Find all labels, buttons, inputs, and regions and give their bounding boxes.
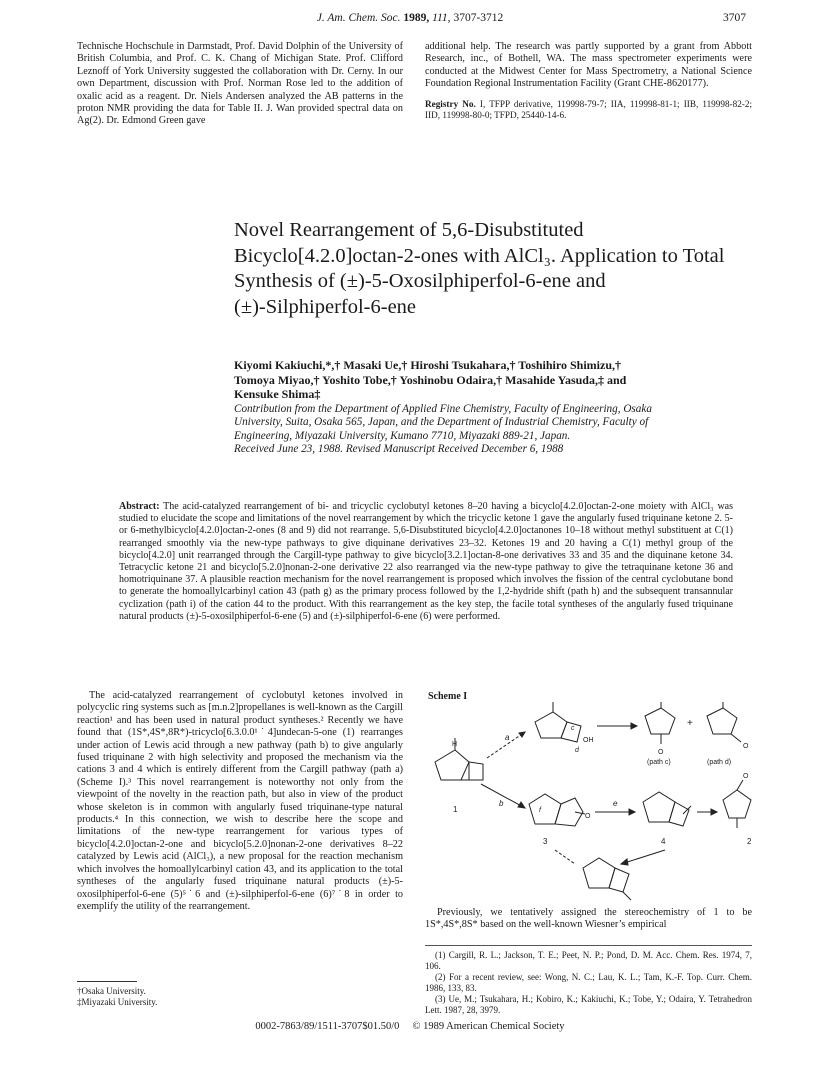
journal-year: 1989, (403, 12, 430, 24)
cation-4-structure (643, 792, 691, 826)
title-line: Bicyclo[4.2.0]octan-2-ones with AlCl₃. Application to Total (234, 244, 725, 267)
label-d: d (575, 747, 579, 754)
running-header (0, 12, 820, 24)
product-2-structure (723, 780, 751, 828)
label-f: f (539, 807, 541, 814)
label-o-3: O (585, 813, 591, 820)
affiliation-line: Engineering, Miyazaki University, Kumano 7710, Miyazaki 889-21, Japan. (234, 429, 571, 442)
journal-volume: 111, (432, 12, 451, 24)
references-divider (425, 945, 752, 946)
path-c-product-structure (645, 702, 675, 744)
compound-1-structure (435, 738, 483, 780)
registry-numbers (425, 99, 752, 122)
copyright: © 1989 American Chemical Society (412, 1021, 565, 1032)
reference-item: (1) Cargill, R. L.; Jackson, T. E.; Peet, N. P.; Pond, D. M. Acc. Chem. Res. 1974, 7, 106. (425, 950, 752, 971)
reference-item: (2) For a recent review, see: Wong, N. C.; Lau, K. L.; Tam, K.-F. Top. Curr. Chem. 1986, 133, 83. (425, 972, 752, 993)
label-e: e (613, 799, 618, 808)
affiliation (234, 403, 774, 456)
cargill-cation-structure (535, 702, 581, 742)
acknowledgment-right (425, 41, 752, 121)
introduction-paragraph: The acid-catalyzed rearrangement of cyclobutyl ketones involved in polycyclic ring systems such as [m.n.2]propellanes is well-known as the Cargill reaction¹ and has been used in natural product syntheses.² Recently we have found that (1S*,4S*,8R*)-tricyclo[6.3.0.0¹˙4]undecan-5-one (1) rearranges under action of Lewis acid through a new pathway (path b) to give angularly fused triquinane 2 with high selectivity and proposed the mechanism via the cations 3 and 4 which is entirely different from the Cargill pathway (path a) (Scheme I).³ This novel rearrangement is noteworthy not only from the viewpoint of the novelty in the reaction path, but also in view of the product whose skeleton is in common with angularly fused triquinane-type natural products.⁴ In this connection, we wish to describe here the scope and limitations of the new-type rearrangement for various types of bicyclo[4.2.0]octan-2-one and bicyclo[5.2.0]nonan-2-one derivatives 8–22 catalyzed by Lewis acid (AlCl₃), a new proposal for the reaction mechanism which involves the homoallylcarbinyl cation 43, and its application to the total syntheses of the angularly fused triquinane natural products (±)-5-oxosilphiperfol-6-ene (5)⁵˙6 and (±)-silphiperfol-6-ene (6)⁷˙8 in order to exemplify the utility of the rearrangement. (77, 690, 403, 912)
reference-item: (3) Ue, M.; Tsukahara, H.; Kobiro, K.; Kakiuchi, K.; Tobe, Y.; Odaira, Y. Tetrahedron Lett. 1987, 28, 3979. (425, 994, 752, 1015)
abstract-text: The acid-catalyzed rearrangement of bi- and tricyclic cyclobutyl ketones 8–20 having a bicyclo[4.2.0]octan-2-one moiety with AlCl₃ was studied to elucidate the scope and limitations of the novel rearrangement by which the tricyclic ketone 1 gave the angularly fused triquinane ketone 2. 5- or 6-methylbicyclo[4.2.0]octan-2-ones (8 and 9) did not rearrange. 5,6-Disubstituted bicyclo[4.2.0]octanones 10–18 without methyl substituent at C(1) rearranged smoothly via the new-type pathways to give diquinane derivatives 23–32. Ketones 19 and 20 having a C(1) methyl group of the bicyclo[4.2.0] unit rearranged through the Cargill-type pathway to give bicyclo[3.2.1]octan-8-one derivatives 33 and 35 and the diquinane ketone 34. Tetracyclic ketone 21 and bicyclo[5.2.0]nonan-2-one derivative 22 also rearranged via the new-type pathway to give the tetraquinane ketone 36 and homotriquinane 37. A plausible reaction mechanism for the novel rearrangement is proposed which involves the fission of the central cyclobutane bond to generate the homoallylcarbinyl cation 43 (path g) as the primary process followed by the 1,2-hydride shift (path h) and the subsequent transannular cyclization (path i) of the cation 44 to the product. With this rearrangement as the key step, the facile total syntheses of the angularly fused triquinane natural products (±)-5-oxosilphiperfol-6-ene (5) and (±)-silphiperfol-6-ene (6) were performed. (119, 501, 734, 622)
title-line: Synthesis of (±)-5-Oxosilphiperfol-6-ene and (234, 270, 606, 292)
page-footer (0, 1021, 820, 1032)
footnote-miyazaki: ‡Miyazaki University. (77, 997, 158, 1007)
label-path-c: (path c) (647, 759, 671, 766)
footnote-osaka: †Osaka University. (77, 986, 146, 996)
label-plus: + (687, 718, 693, 729)
label-o-2: O (743, 773, 749, 780)
affiliation-footnotes (77, 986, 403, 1008)
arrow-path-f (555, 850, 575, 864)
discussion-paragraph: Previously, we tentatively assigned the stereochemistry of 1 to be 1S*,4S*,8S* based on the well-known Wiesner’s empirical (425, 907, 752, 931)
title-line: (±)-Silphiperfol-6-ene (234, 295, 417, 318)
label-o-d: O (743, 743, 749, 750)
label-o-c: O (658, 749, 664, 756)
scheme-label: Scheme I (428, 691, 468, 702)
article-code: 0002-7863/89/1511-3707$01.50/0 (255, 1021, 400, 1032)
received-dates: Received June 23, 1988. Revised Manuscript Received December 6, 1988 (234, 442, 564, 455)
references (425, 950, 752, 1016)
affiliation-line: Contribution from the Department of Applied Fine Chemistry, Faculty of Engineering, Osaka (234, 403, 652, 415)
abstract (119, 501, 733, 623)
title-line: Novel Rearrangement of 5,6-Disubstituted (234, 219, 584, 241)
acknowledgment-text: Technische Hochschule in Darmstadt, Prof. David Dolphin of the University of British Columbia, and Prof. C. K. Chang of Michigan State. Prof. Clifford Leznoff of York University suggested the collaboration with Dr. Cerny. In our own Department, discussion with Prof. Norman Rose led to the addition of oxalic acid as a reagent. Dr. Niels Andersen analyzed the AB patterns in the proton NMR providing the data for Table II. J. Wan provided spectral data on Ag(2). Dr. Edmond Green gave (77, 41, 403, 127)
introduction-column (77, 690, 403, 913)
article-title (234, 218, 754, 320)
label-b: b (499, 799, 504, 808)
registry-label: Registry No. (425, 98, 476, 109)
author-list (234, 358, 754, 402)
path-d-product-structure (707, 702, 741, 742)
affiliation-line: University, Suita, Osaka 565, Japan, and the Department of Industrial Chemistry, Faculty of (234, 416, 649, 429)
cation-3-structure (529, 794, 585, 826)
label-h: H (452, 741, 458, 748)
footnote-divider (77, 981, 137, 982)
label-a: a (505, 733, 510, 742)
page-number: 3707 (723, 12, 746, 24)
acknowledgment-left (77, 41, 403, 128)
label-3: 3 (543, 837, 548, 846)
label-2: 2 (747, 837, 752, 846)
label-path-d: (path d) (707, 759, 732, 766)
label-c: c (571, 725, 575, 732)
acknowledgment-text-2: additional help. The research was partly supported by a grant from Abbott Research, inc., of Bothell, WA. The mass spectrometer experiments were conducted at the Midwest Center for Mass Spectrometry, a National Science Foundation Regional Instrumentation Facility (Grant CHE-8620177). (425, 41, 752, 90)
discussion-column (425, 907, 752, 932)
author-line: Kiyomi Kakiuchi,*,† Masaki Ue,† Hiroshi Tsukahara,† Toshihiro Shimizu,† (234, 358, 621, 372)
label-1: 1 (453, 805, 458, 814)
scheme-diagram (425, 702, 765, 902)
abstract-label: Abstract: (119, 501, 160, 512)
author-line: Kensuke Shima‡ (234, 387, 321, 401)
label-4: 4 (661, 837, 666, 846)
registry-text: I, TFPP derivative, 119998-79-7; IIA, 119998-81-1; IIB, 119998-82-2; IID, 119998-80-0; TFPD, 25440-14-6. (425, 98, 753, 121)
journal-pages: 3707-3712 (453, 12, 504, 24)
author-line: Tomoya Miyao,† Yoshito Tobe,† Yoshinobu Odaira,† Masahide Yasuda,‡ and (234, 372, 627, 387)
journal-name: J. Am. Chem. Soc. (316, 12, 401, 24)
label-oh: OH (583, 737, 594, 744)
